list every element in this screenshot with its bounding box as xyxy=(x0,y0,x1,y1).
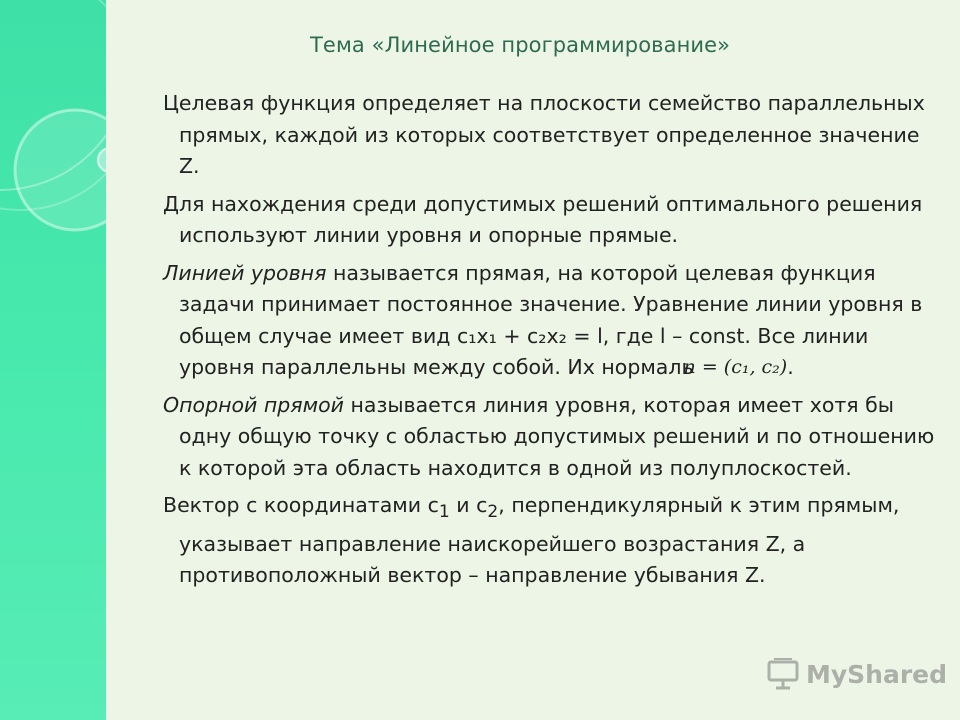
variable-z: Z xyxy=(179,154,194,178)
level-line-equation: c₁x₁ + c₂x₂ = l xyxy=(456,323,603,348)
term-level-line: Линией уровня xyxy=(163,260,327,285)
watermark-text: MyShared xyxy=(806,659,948,689)
normal-vector-formula: n = (c₁, c₂) xyxy=(683,356,788,379)
slide-title: Тема «Линейное программирование» xyxy=(310,33,731,57)
term-support-line: Опорной прямой xyxy=(163,392,344,417)
paragraph-support-line: Опорной прямой называется линия уровня, которая имеет хотя бы одну общую точку с областью допустимых решений и по отношению к которой эта область находится в одной из полуплоскостей. xyxy=(163,392,935,480)
watermark-logo xyxy=(766,654,947,694)
paragraph-objective: Целевая функция определяет на плоскости семейство параллельных прямых, каждой из которых соответствует определенное значение Z. xyxy=(163,91,925,178)
paragraph-level-line-definition: Линией уровня называется прямая, на которой целевая функция задачи принимает постоянное значение. Уравнение линии уровня в общем случае имеет вид c₁x₁ + c₂x₂ = l, где l – const. Все линии уровня параллельны между собой. Их нормальn = (c₁, c₂). xyxy=(163,258,943,384)
paragraph-gradient-vector: Вектор с координатами $с_1$ и $с_2$, перпендикулярный к этим прямым, указывает направление наискорейшего возрастания Z, а противоположный вектор – направление убывания Z. xyxy=(163,493,900,588)
presentation-board-icon xyxy=(766,657,800,691)
slide-content xyxy=(163,88,943,598)
variable-z: Z xyxy=(744,563,760,588)
paragraph-level-lines: Для нахождения среди допустимых решений оптимального решения используют линии уровня и опорные прямые. xyxy=(163,191,923,247)
variable-z: Z xyxy=(765,531,780,556)
